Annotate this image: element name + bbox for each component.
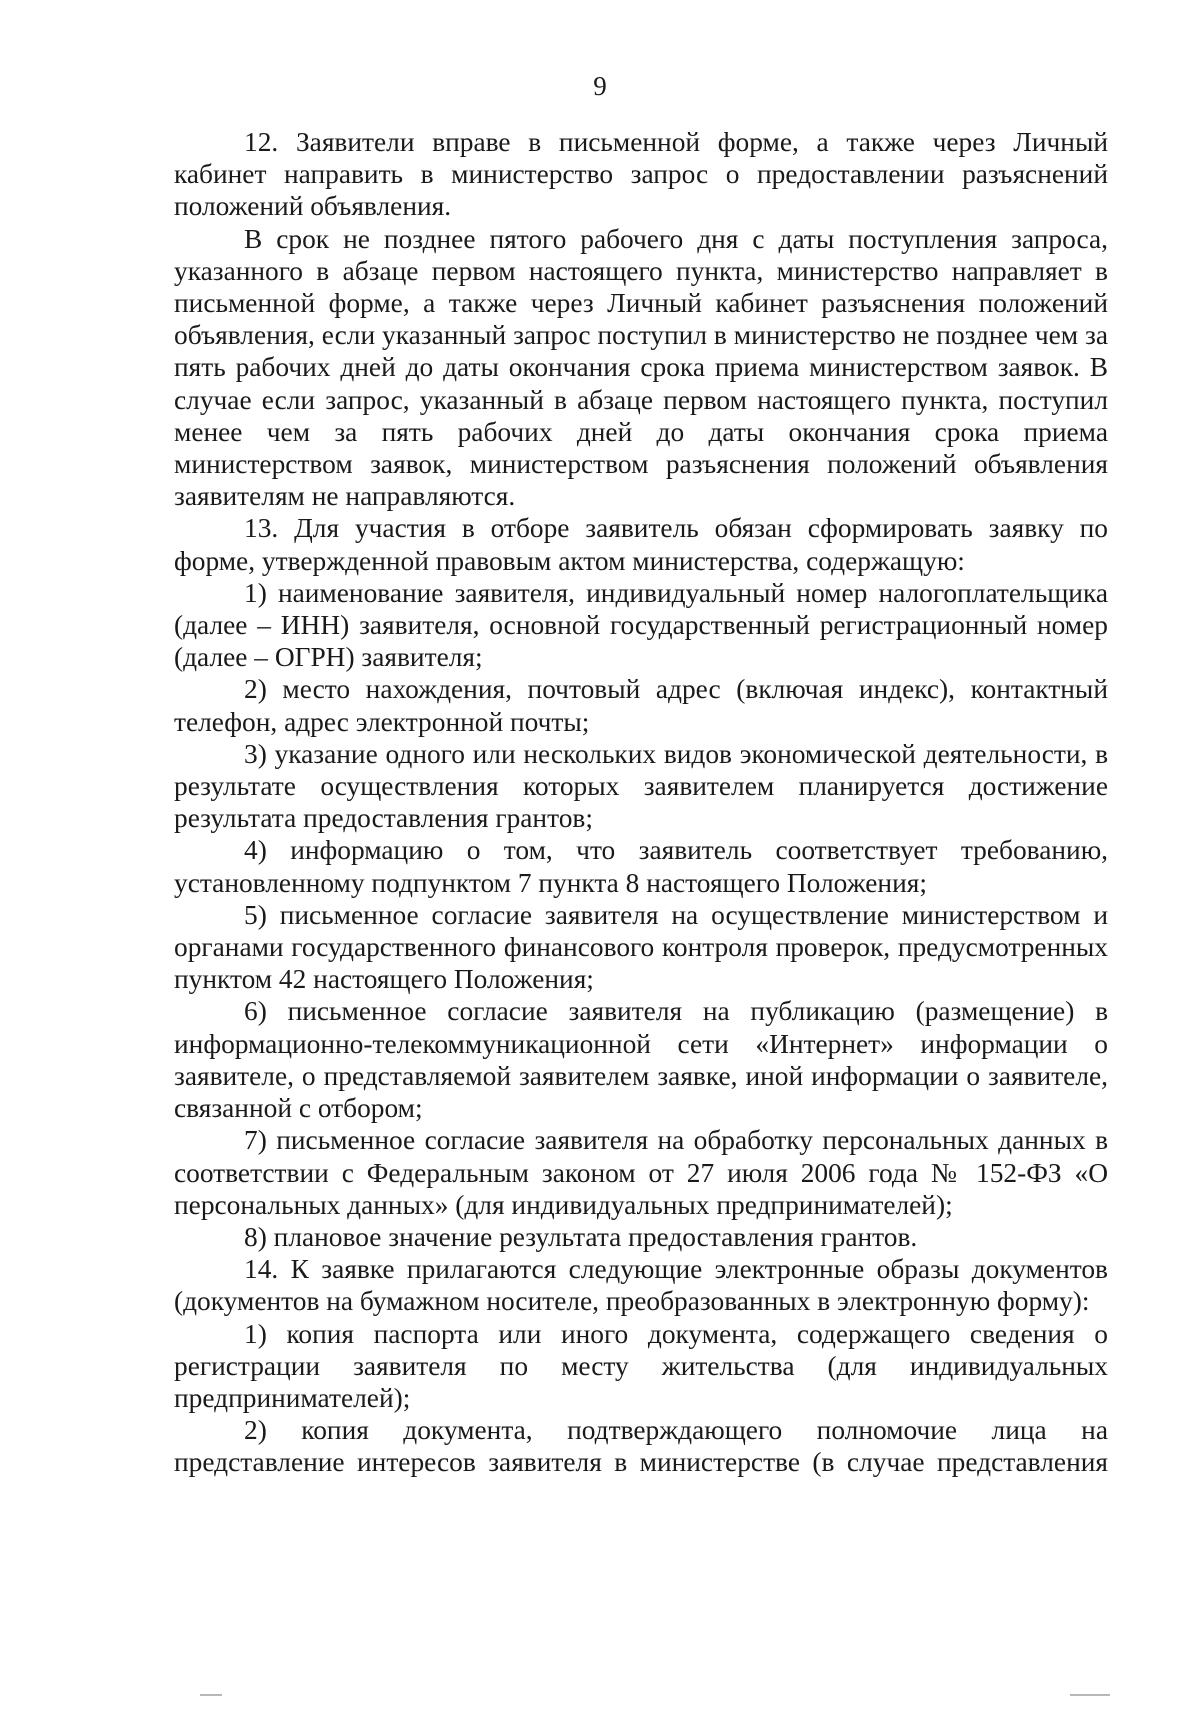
paragraph-12: 12. Заявители вправе в письменной форме, а также через Личный кабинет направить в министерство запрос о предоставлении разъяснений положений объявления.: [174, 127, 1108, 222]
paragraph-13-item-7: 7) письменное согласие заявителя на обработку персональных данных в соответствии с Федеральным законом от 27 июля 2006 года № 152-ФЗ «О персональных данных» (для индивидуальных предпринимателей);: [174, 1125, 1108, 1220]
paragraph-13-item-4: 4) информацию о том, что заявитель соответствует требованию, установленному подпунктом 7 пункта 8 настоящего Положения;: [174, 835, 1108, 898]
paragraph-12-clarification-deadline: В срок не позднее пятого рабочего дня с даты поступления запроса, указанного в абзаце первом настоящего пункта, министерство направляет в письменной форме, а также через Личный кабинет разъяснения положений объявления, если указанный запрос поступил в министерство не позднее чем за пять рабочих дней до даты окончания срока приема министерством заявок. В случае если запрос, указанный в абзаце первом настоящего пункта, поступил менее чем за пять рабочих дней до даты окончания срока приема министерством заявок, министерством разъяснения положений объявления заявителям не направляются.: [174, 223, 1108, 512]
paragraph-14: 14. К заявке прилагаются следующие электронные образы документов (документов на бумажном носителе, преобразованных в электронную форму):: [174, 1254, 1108, 1317]
scan-artifact-right: [1070, 1694, 1110, 1696]
paragraph-13-item-2: 2) место нахождения, почтовый адрес (включая индекс), контактный телефон, адрес электронной почты;: [174, 674, 1108, 737]
paragraph-14-item-1: 1) копия паспорта или иного документа, содержащего сведения о регистрации заявителя по месту жительства (для индивидуальных предпринимателей);: [174, 1318, 1108, 1413]
paragraph-13-item-5: 5) письменное согласие заявителя на осуществление министерством и органами государственного финансового контроля проверок, предусмотренных пунктом 42 настоящего Положения;: [174, 899, 1108, 995]
paragraph-13: 13. Для участия в отборе заявитель обязан сформировать заявку по форме, утвержденной правовым актом министерства, содержащую:: [174, 513, 1108, 576]
page-number: 9: [593, 71, 607, 101]
document-body: [174, 126, 1108, 1479]
paragraph-13-item-8: 8) плановое значение результата предоставления грантов.: [244, 1221, 918, 1252]
paragraph-14-item-2: 2) копия документа, подтверждающего полномочие лица на представление интересов заявителя в министерстве (в случае представления: [174, 1415, 1108, 1478]
scan-artifact-left: [200, 1694, 222, 1696]
paragraph-13-item-6: 6) письменное согласие заявителя на публикацию (размещение) в информационно-телекоммуникационной сети «Интернет» информации о заявителе, о представляемой заявителем заявке, иной информации о заявителе, связанной с отбором;: [174, 996, 1108, 1124]
paragraph-13-item-3: 3) указание одного или нескольких видов экономической деятельности, в результате осуществления которых заявителем планируется достижение результата предоставления грантов;: [174, 738, 1108, 834]
paragraph-13-item-1: 1) наименование заявителя, индивидуальный номер налогоплательщика (далее – ИНН) заявителя, основной государственный регистрационный номер (далее – ОГРН) заявителя;: [174, 577, 1108, 673]
